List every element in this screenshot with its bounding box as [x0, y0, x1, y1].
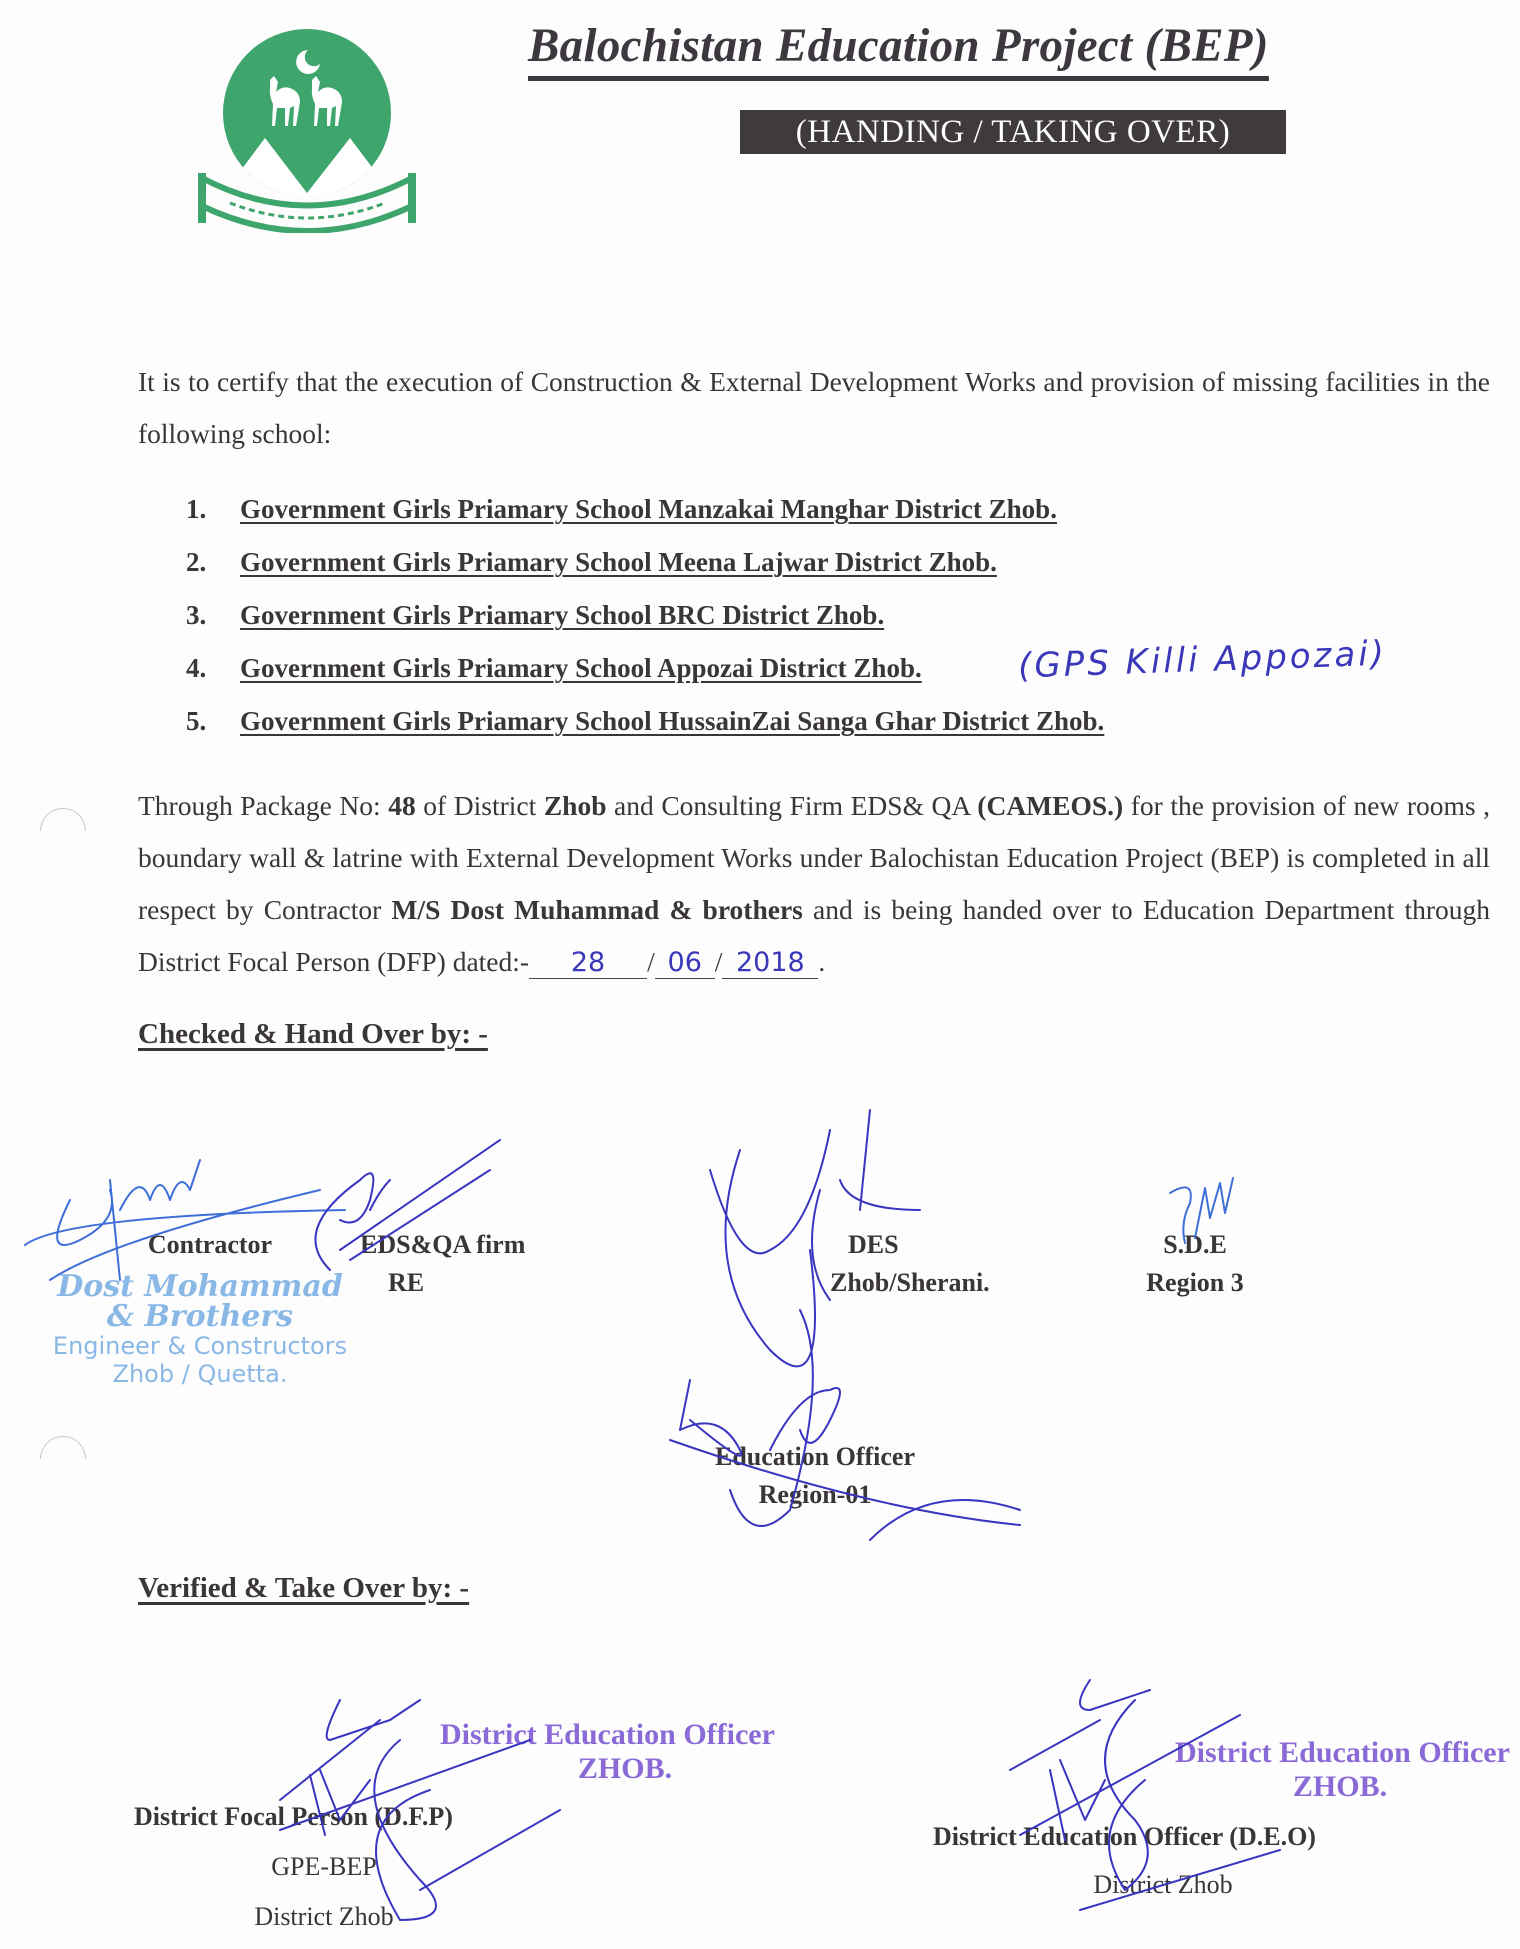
punch-hole-mark [40, 1436, 86, 1459]
verified-section-heading: Verified & Take Over by: - [138, 1572, 470, 1604]
stamp-line: Dost Mohammad [57, 1269, 343, 1304]
handwritten-note: (GPS Killi Appozai) [1017, 633, 1388, 687]
school-name: Government Girls Priamary School BRC District Zhob. [240, 600, 885, 630]
date-field: 28 / 06 / 2018 . [529, 936, 825, 988]
stamp-line: District Education Officer [1175, 1736, 1510, 1769]
signatory-title: S.D.E [1163, 1230, 1227, 1259]
document-subtitle: (HANDING / TAKING OVER) [740, 110, 1286, 154]
signatory-title: Contractor [147, 1230, 273, 1259]
signatory-dfp [134, 1798, 514, 1942]
signatory-title: District Education Officer (D.E.O) [933, 1822, 1316, 1851]
signatory-title: Education Officer [714, 1442, 916, 1471]
balochistan-emblem-icon [190, 28, 425, 233]
signatory-title: District Focal Person (D.F.P) [134, 1802, 453, 1831]
body-text: of District [415, 790, 544, 821]
school-list [186, 484, 1104, 749]
signatory-title: EDS&QA firm [360, 1230, 526, 1259]
stamp-line: ZHOB. [1292, 1770, 1388, 1803]
stamp-line: & Brothers [106, 1299, 294, 1334]
punch-hole-mark [40, 808, 86, 831]
list-item [186, 484, 1104, 537]
stamp-line: District Education Officer [440, 1718, 775, 1751]
body-text: Through Package No: [138, 790, 389, 821]
signatory-subtitle: Zhob/Sherani. [830, 1268, 990, 1297]
signatory-subtitle: RE [388, 1268, 425, 1297]
signatory-deo [933, 1818, 1393, 1910]
contractor-name: M/S Dost Muhammad & brothers [391, 894, 803, 925]
signatory-line: GPE-BEP [271, 1852, 377, 1881]
body-paragraph [138, 780, 1490, 988]
list-number: 1. [186, 494, 207, 524]
school-name: Government Girls Priamary School Manzakai Manghar District Zhob. [240, 494, 1057, 524]
list-number: 5. [186, 706, 207, 736]
list-item [186, 643, 1104, 696]
school-name: Government Girls Priamary School Meena Lajwar District Zhob. [240, 547, 997, 577]
school-name: Government Girls Priamary School HussainZai Sanga Ghar District Zhob. [240, 706, 1105, 736]
stamp-line: ZHOB. [577, 1752, 673, 1785]
signatory-sde [1130, 1226, 1260, 1302]
body-text: and is being handed over to Education Department through District Focal Person (DFP) dated:- [138, 894, 1491, 977]
deo-stamp [440, 1718, 775, 1786]
list-item [186, 696, 1104, 749]
consulting-firm: (CAMEOS.) [977, 790, 1124, 821]
deo-stamp [1175, 1736, 1510, 1804]
district-name: Zhob [543, 790, 607, 821]
signatory-line: District Zhob [254, 1902, 394, 1931]
signatory-contractor [120, 1226, 300, 1264]
stamp-line: Engineer & Constructors [52, 1332, 348, 1360]
body-text: for the provision of new rooms , boundary wall & latrine with External Development Works under Balochistan Education Project (BEP) is completed in all respect by Contractor [138, 790, 1490, 925]
signatory-education-officer [690, 1438, 940, 1514]
body-text: and Consulting Firm EDS& QA [606, 790, 978, 821]
date-year: 2018 [722, 948, 818, 979]
signatory-eds-qa-firm [360, 1226, 560, 1302]
signatory-line: District Zhob [1093, 1870, 1233, 1899]
school-name: Government Girls Priamary School Appozai District Zhob. [240, 653, 922, 683]
stamp-line: Zhob / Quetta. [112, 1360, 288, 1388]
list-item [186, 590, 1104, 643]
list-number: 4. [186, 653, 207, 683]
signatory-des [830, 1226, 1050, 1302]
document-title: Balochistan Education Project (BEP) [528, 18, 1269, 81]
signatory-subtitle: Region-01 [758, 1480, 872, 1509]
package-number: 48 [388, 790, 416, 821]
list-number: 2. [186, 547, 207, 577]
contractor-stamp [50, 1269, 350, 1388]
checked-section-heading: Checked & Hand Over by: - [138, 1018, 488, 1050]
signatory-title: DES [848, 1230, 899, 1259]
list-number: 3. [186, 600, 207, 630]
date-day: 28 [529, 948, 647, 979]
signatory-subtitle: Region 3 [1146, 1268, 1244, 1297]
date-month: 06 [655, 948, 715, 979]
intro-paragraph: It is to certify that the execution of Construction & External Development Works and provision of missing facilities in the following school: [138, 366, 1490, 449]
list-item [186, 537, 1104, 590]
